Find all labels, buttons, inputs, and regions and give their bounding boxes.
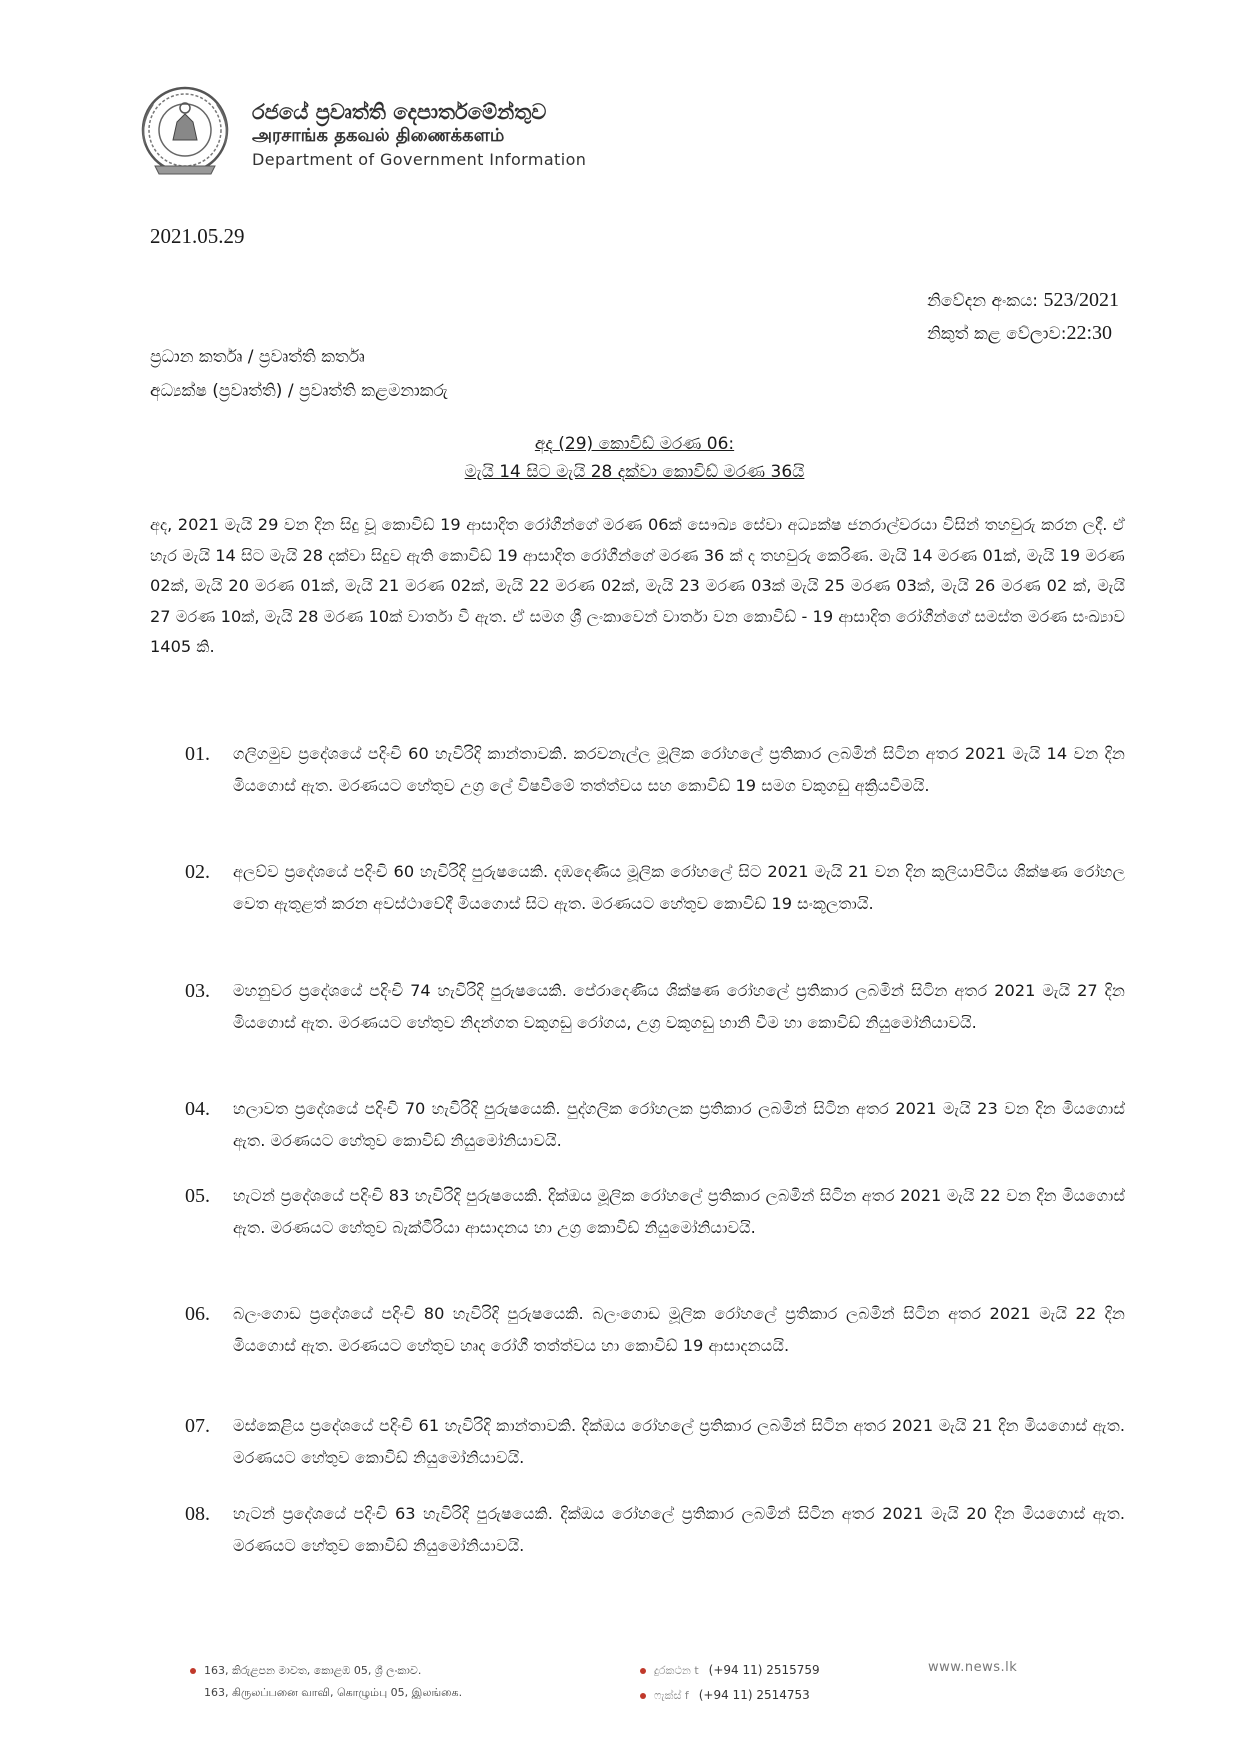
bullet-icon (640, 1693, 646, 1699)
item-number: 03. (185, 980, 210, 1002)
item-number: 05. (185, 1185, 210, 1207)
letterhead (135, 78, 655, 178)
item-number: 01. (185, 743, 210, 765)
addressee-line: ප්‍රධාන කර්තෘ / ප්‍රවෘත්ති කර්තෘ (150, 347, 365, 367)
item-text: හැටන් ප්‍රදේශයේ පදිංචි 83 හැවිරිදි පුරුෂයෙකි. දික්ඔය මූලික රෝහලේ ප්‍රතිකාර ලබමින් සිටින අතර 2021 මැයි 22 වන දින මියගොස් ඇත. මරණයට හේතුව බැක්ටීරියා ආසාදනය හා උග්‍ර කොවිඩ් නියුමෝනියාවයි. (233, 1186, 1125, 1237)
release-number-label: නිවේදන අංකය: (927, 291, 1044, 311)
footer-contact (640, 1658, 820, 1708)
sri-lanka-emblem-icon (135, 84, 235, 178)
release-date: 2021.05.29 (150, 224, 245, 248)
department-name (252, 100, 672, 172)
footer-website[interactable]: www.news.lk (928, 1660, 1018, 1675)
item-text: මස්කෙළිය ප්‍රදේශයේ පදිංචි 61 හැවිරිදි කාන්තාවකි. දික්ඔය රෝහලේ ප්‍රතිකාර ලබමින් සිටින අතර 2021 මැයි 21 දින මියගොස් ඇත. මරණයට හේතුව කොවිඩ් නියුමෝනියාවයි. (233, 1416, 1125, 1467)
footer-address (190, 1660, 462, 1704)
department-name-sinhala: රජයේ ප්‍රවෘත්ති දෙපාර්තමේන්තුව (252, 100, 547, 124)
footer-fax (640, 1683, 820, 1708)
department-name-tamil: அரசாங்க தகவல் திணைக்களம் (252, 125, 505, 146)
headline-line-1: අද (29) කොවිඩ් මරණ 06: (534, 434, 735, 454)
footer-address-tamil-text: 163, கிருலப்பனை வாவி, கொழும்பு 05, இலங்கை. (204, 1686, 463, 1699)
item-text: බලංගොඩ ප්‍රදේශයේ පදිංචි 80 හැවිරිදි පුරුෂයෙකි. බලංගොඩ මූලික රෝහලේ ප්‍රතිකාර ලබමින් සිටින අතර 2021 මැයි 22 දින මියගොස් ඇත. මරණයට හේතුව හෘද රෝගී තත්ත්වය හා කොවිඩ් 19 ආසාදනයයි. (233, 1304, 1125, 1355)
footer-address-sinhala (190, 1660, 462, 1682)
headline (150, 430, 1119, 486)
item-text: හලාවත ප්‍රදේශයේ පදිංචි 70 හැවිරිදි පුරුෂයෙකි. පුද්ගලික රෝහලක ප්‍රතිකාර ලබමින් සිටින අතර 2021 මැයි 23 වන දින මියගොස් ඇත. මරණයට හේතුව කොවිඩ් නියුමෝනියාවයි. (233, 1099, 1125, 1150)
phone-label: දුරකථන t (654, 1664, 699, 1677)
release-reference (927, 284, 1119, 350)
headline-line-2: මැයි 14 සිට මැයි 28 දක්වා කොවිඩ් මරණ 36යි (464, 462, 805, 482)
item-number: 08. (185, 1503, 210, 1525)
release-time-label: නිකුත් කළ වේලාව: (927, 324, 1067, 344)
addressee-line: අධ්‍යක්ෂ (ප්‍රවෘත්ති) / ප්‍රවෘත්ති කළමනාකරු (150, 381, 448, 401)
footer-phone (640, 1658, 820, 1683)
footer (0, 1640, 1241, 1754)
footer-address-tamil (190, 1682, 462, 1704)
item-number: 04. (185, 1098, 210, 1120)
item-number: 02. (185, 861, 210, 883)
bullet-icon (640, 1668, 646, 1674)
item-text: හැටන් ප්‍රදේශයේ පදිංචි 63 හැවිරිදි පුරුෂයෙකි. දික්ඔය රෝහලේ ප්‍රතිකාර ලබමින් සිටින අතර 2021 මැයි 20 දින මියගොස් ඇත. මරණයට හේතුව කොවිඩ් නියුමෝනියාවයි. (233, 1504, 1125, 1555)
release-time (927, 317, 1119, 350)
item-text: ගලිගමුව ප්‍රදේශයේ පදිංචි 60 හැවිරිදි කාන්තාවකි. කරවනැල්ල මූලික රෝහලේ ප්‍රතිකාර ලබමින් සිටින අතර 2021 මැයි 14 වන දින මියගොස් ඇත. මරණයට හේතුව උග්‍ර ලේ විෂවීමේ තත්ත්වය සහ කොවිඩ් 19 සමග වකුගඩු අක්‍රියවීමයි. (233, 744, 1125, 795)
item-number: 06. (185, 1303, 210, 1325)
intro-paragraph: අද, 2021 මැයි 29 වන දින සිදු වූ කොවිඩ් 19 ආසාදිත රෝගීන්ගේ මරණ 06ක් සෞඛ්‍ය සේවා අධ්‍යක්ෂ ජනරාල්වරයා විසින් තහවුරු කරන ලදී. ඒ හැර මැයි 14 සිට මැයි 28 දක්වා සිදුව ඇති කොවිඩ් 19 ආසාදිත රෝගීන්ගේ මරණ 36 ක් ද තහවුරු කෙරිණ. මැයි 14 මරණ 01ක්, මැයි 19 මරණ 02ක්, මැයි 20 මරණ 01ක්, මැයි 21 මරණ 02ක්, මැයි 22 මරණ 02ක්, මැයි 23 මරණ 03ක් මැයි 25 මරණ 03ක්, මැයි 26 මරණ 02 ක්, මැයි 27 මරණ 10ක්, මැයි 28 මරණ 10ක් වාර්තා වී ඇත. ඒ සමග ශ්‍රී ලංකාවෙන් වාර්තා වන කොවිඩ් - 19 ආසාදිත රෝගීන්ගේ සමස්ත මරණ සංඛ්‍යාව 1405 කි. (150, 515, 1125, 656)
phone-number: (+94 11) 2515759 (708, 1663, 820, 1677)
item-text: මහනුවර ප්‍රදේශයේ පදිංචි 74 හැවිරිදි පුරුෂයෙකි. පේරාදෙණිය ශික්ෂණ රෝහලේ ප්‍රතිකාර ලබමින් සිටින අතර 2021 මැයි 27 දින මියගොස් ඇත. මරණයට හේතුව නිදන්ගත වකුගඩු රෝගය, උග්‍ර වකුගඩු හානි වීම හා කොවිඩ් නියුමෝනියාවයි. (233, 981, 1125, 1032)
fax-number: (+94 11) 2514753 (698, 1688, 810, 1702)
item-text: අලව්ව ප්‍රදේශයේ පදිංචි 60 හැවිරිදි පුරුෂයෙකි. දඹදෙණිය මූලික රෝහලේ සිට 2021 මැයි 21 වන දින කුලියාපිටිය ශික්ෂණ රෝහල වෙත ඇතුළත් කරන අවස්ථාවේදී මියගොස් සිට ඇත. මරණයට හේතුව කොවිඩ් 19 සංකූලතායි. (233, 862, 1125, 913)
fax-label: ෆැක්ස් f (654, 1689, 689, 1702)
bullet-icon (190, 1668, 196, 1674)
addressees (150, 340, 448, 408)
release-number (927, 284, 1119, 317)
footer-address-sinhala-text: 163, කිරුළපන මාවත, කොළඹ 05, ශ්‍රී ලංකාව. (204, 1664, 422, 1677)
release-time-value: 22:30 (1066, 322, 1112, 344)
release-number-value: 523/2021 (1043, 289, 1119, 311)
item-number: 07. (185, 1415, 210, 1437)
department-name-english: Department of Government Information (252, 150, 587, 169)
